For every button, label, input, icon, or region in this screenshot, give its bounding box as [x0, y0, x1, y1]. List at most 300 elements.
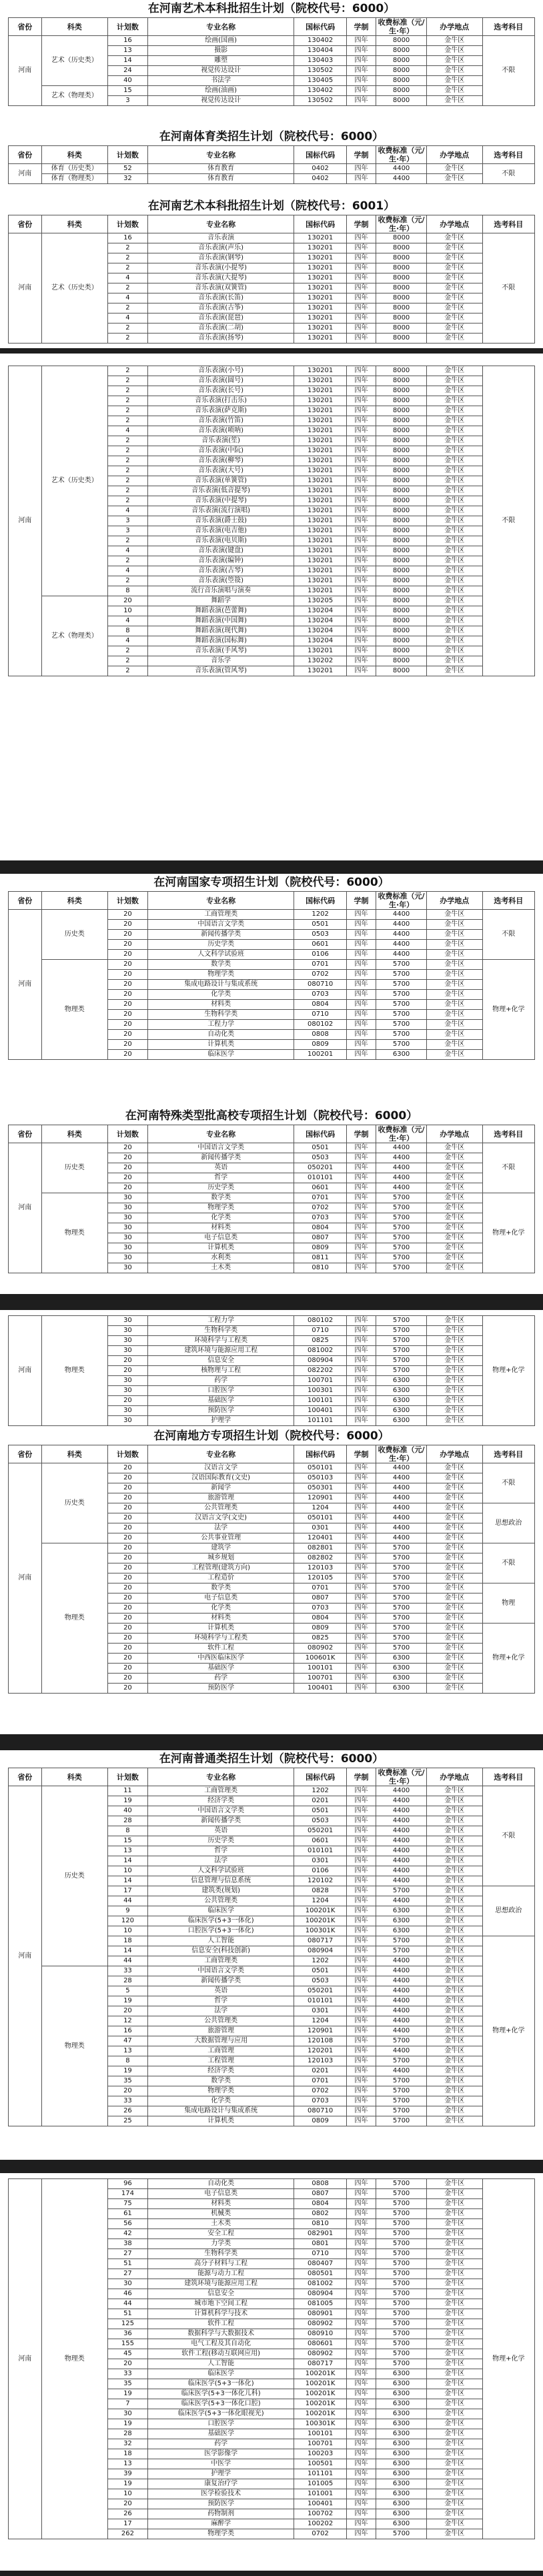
- campus: 金牛区: [426, 2429, 482, 2439]
- plan-count: 2: [107, 486, 147, 496]
- plan-count: 20: [107, 1603, 147, 1614]
- major-code: 100401: [294, 2499, 346, 2509]
- campus: 金牛区: [426, 1203, 482, 1213]
- header-row: [9, 18, 535, 36]
- campus: 金牛区: [426, 2349, 482, 2359]
- duration: 四年: [346, 586, 376, 596]
- major-code: 080102: [294, 1316, 346, 1326]
- duration: 四年: [346, 2509, 376, 2519]
- duration: 四年: [346, 2289, 376, 2299]
- section-special-type-cont: [0, 1310, 543, 1427]
- column-header: 收费标准（元/生·年）: [376, 215, 427, 233]
- campus: 金牛区: [426, 376, 482, 386]
- tuition: 8000: [376, 606, 427, 616]
- campus: 金牛区: [426, 1193, 482, 1203]
- plan-count: 35: [107, 2379, 147, 2389]
- header-row: [9, 1125, 535, 1143]
- column-header: 选考科目: [482, 18, 534, 36]
- major-code: 100701: [294, 1674, 346, 1684]
- tuition: 5700: [376, 2076, 427, 2086]
- plan-count: 8: [107, 586, 147, 596]
- duration: 四年: [346, 2459, 376, 2469]
- major-name: 音乐表演(单簧管): [147, 476, 294, 486]
- campus: 金牛区: [426, 2519, 482, 2529]
- header-row: [9, 892, 535, 910]
- plan-count: 2: [107, 406, 147, 416]
- section-art-6000: [0, 0, 543, 128]
- column-header: 选考科目: [482, 1445, 534, 1463]
- table-row: [9, 1143, 535, 1153]
- duration: 四年: [346, 556, 376, 566]
- campus: 金牛区: [426, 990, 482, 1000]
- plan-count: 4: [107, 293, 147, 303]
- major-name: 音乐表演(唢呐): [147, 426, 294, 436]
- tuition: 5700: [376, 2056, 427, 2066]
- major-code: 0807: [294, 1593, 346, 1603]
- campus: 金牛区: [426, 1936, 482, 1946]
- campus: 金牛区: [426, 1986, 482, 1996]
- major-code: 130201: [294, 386, 346, 396]
- campus: 金牛区: [426, 1603, 482, 1614]
- plan-count: 20: [107, 2086, 147, 2096]
- column-header: 专业名称: [147, 1125, 294, 1143]
- tuition: 4400: [376, 1523, 427, 1533]
- duration: 四年: [346, 566, 376, 576]
- campus: 金牛区: [426, 2379, 482, 2389]
- major-code: 130201: [294, 233, 346, 243]
- major-code: 050201: [294, 1986, 346, 1996]
- major-name: 生物科学类: [147, 1010, 294, 1020]
- tuition: 8000: [376, 496, 427, 506]
- major-code: 100702: [294, 2509, 346, 2519]
- major-code: 080501: [294, 2269, 346, 2279]
- duration: 四年: [346, 656, 376, 666]
- major-code: 130201: [294, 416, 346, 426]
- major-name: 麻醉学: [147, 2519, 294, 2529]
- duration: 四年: [346, 1193, 376, 1203]
- plan-count: 19: [107, 1796, 147, 1806]
- campus: 金牛区: [426, 1786, 482, 1796]
- plan-count: 45: [107, 2349, 147, 2359]
- campus: 金牛区: [426, 1644, 482, 1654]
- duration: 四年: [346, 2379, 376, 2389]
- plan-count: 125: [107, 2319, 147, 2329]
- tuition: 5700: [376, 2229, 427, 2239]
- tuition: 5700: [376, 1040, 427, 1050]
- major-name: 音乐表演(管风琴): [147, 666, 294, 676]
- section-title: 在河南地方专项招生计划（院校代号：6000）: [153, 1429, 390, 1443]
- major-name: 城市地下空间工程: [147, 2299, 294, 2309]
- duration: 四年: [346, 2299, 376, 2309]
- plan-count: 18: [107, 2449, 147, 2459]
- duration: 四年: [346, 1493, 376, 1503]
- major-code: 0301: [294, 1856, 346, 1866]
- duration: 四年: [346, 1183, 376, 1193]
- major-code: 0809: [294, 1040, 346, 1050]
- major-code: 130201: [294, 446, 346, 456]
- campus: 金牛区: [426, 486, 482, 496]
- duration: 四年: [346, 426, 376, 436]
- major-name: 自动化类: [147, 2179, 294, 2189]
- plan-count: 14: [107, 1856, 147, 1866]
- major-name: 音乐表演(箜篌): [147, 576, 294, 586]
- plan-count: 20: [107, 1674, 147, 1684]
- major-code: 100201K: [294, 2369, 346, 2379]
- major-name: 化学类: [147, 1603, 294, 1614]
- major-code: 130405: [294, 76, 346, 86]
- tuition: 5700: [376, 2309, 427, 2319]
- major-code: 0503: [294, 1816, 346, 1826]
- tuition: 4400: [376, 940, 427, 950]
- campus: 金牛区: [426, 386, 482, 396]
- major-name: 舞蹈表演(芭蕾舞): [147, 606, 294, 616]
- major-name: 电子信息类: [147, 1233, 294, 1243]
- campus: 金牛区: [426, 1243, 482, 1253]
- column-header: 办学地点: [426, 18, 482, 36]
- major-code: 130201: [294, 466, 346, 476]
- plan-count: 20: [107, 596, 147, 606]
- major-name: 环境科学与工程类: [147, 1634, 294, 1644]
- campus: 金牛区: [426, 2239, 482, 2249]
- major-name: 音乐表演(电吉他): [147, 526, 294, 536]
- duration: 四年: [346, 263, 376, 273]
- table-row: [9, 1966, 535, 1976]
- duration: 四年: [346, 1356, 376, 1366]
- major-code: 0710: [294, 2249, 346, 2259]
- tuition: 4400: [376, 1513, 427, 1523]
- duration: 四年: [346, 666, 376, 676]
- plan-count: 10: [107, 1866, 147, 1876]
- duration: 四年: [346, 1816, 376, 1826]
- tuition: 4400: [376, 2066, 427, 2076]
- major-name: 音乐表演(笙): [147, 436, 294, 446]
- major-code: 0710: [294, 1010, 346, 1020]
- table-row: [9, 2179, 535, 2189]
- duration: 四年: [346, 1986, 376, 1996]
- tuition: 5700: [376, 2339, 427, 2349]
- major-code: 0501: [294, 920, 346, 930]
- major-code: 130403: [294, 56, 346, 66]
- major-name: 经济学类: [147, 2066, 294, 2076]
- column-header: 办学地点: [426, 1125, 482, 1143]
- tuition: 8000: [376, 596, 427, 606]
- plan-count: 4: [107, 636, 147, 646]
- major-name: 人工智能: [147, 2359, 294, 2369]
- category-cell: 物理类: [41, 1543, 107, 1694]
- plan-count: 2: [107, 334, 147, 344]
- plan-count: 20: [107, 1614, 147, 1624]
- plan-count: 44: [107, 2299, 147, 2309]
- campus: 金牛区: [426, 1030, 482, 1040]
- major-code: 100201K: [294, 2389, 346, 2399]
- duration: 四年: [346, 293, 376, 303]
- campus: 金牛区: [426, 283, 482, 293]
- campus: 金牛区: [426, 324, 482, 334]
- major-name: 旅游管理: [147, 1493, 294, 1503]
- major-name: 新闻学: [147, 1483, 294, 1493]
- campus: 金牛区: [426, 2086, 482, 2096]
- tuition: 4400: [376, 1826, 427, 1836]
- plan-count: 28: [107, 2429, 147, 2439]
- major-name: 音乐表演(键盘): [147, 546, 294, 556]
- campus: 金牛区: [426, 2026, 482, 2036]
- campus: 金牛区: [426, 1406, 482, 1416]
- major-name: 计算机科学与技术: [147, 2309, 294, 2319]
- duration: 四年: [346, 1030, 376, 1040]
- plan-count: 20: [107, 1483, 147, 1493]
- duration: 四年: [346, 2179, 376, 2189]
- tuition: 5700: [376, 1000, 427, 1010]
- major-name: 核物理与工程: [147, 1366, 294, 1376]
- table-row: [9, 960, 535, 970]
- campus: 金牛区: [426, 273, 482, 283]
- major-code: 120901: [294, 2026, 346, 2036]
- tuition: 5700: [376, 2219, 427, 2229]
- major-name: 临床医学(5+3一体化口腔): [147, 2399, 294, 2409]
- plan-count: 20: [107, 1183, 147, 1193]
- column-header: 科类: [41, 1445, 107, 1463]
- major-code: 130201: [294, 243, 346, 253]
- category-cell: 物理类: [41, 1193, 107, 1273]
- plan-count: 20: [107, 1050, 147, 1060]
- duration: 四年: [346, 960, 376, 970]
- tuition: 6300: [376, 2409, 427, 2419]
- campus: 金牛区: [426, 2319, 482, 2329]
- major-code: 0807: [294, 1233, 346, 1243]
- plan-count: 10: [107, 606, 147, 616]
- campus: 金牛区: [426, 1856, 482, 1866]
- page-divider: [0, 1734, 543, 1750]
- duration: 四年: [346, 2006, 376, 2016]
- campus: 金牛区: [426, 1366, 482, 1376]
- plan-table: [8, 1125, 535, 1273]
- major-code: 010101: [294, 1173, 346, 1183]
- plan-count: 20: [107, 2359, 147, 2369]
- plan-count: 51: [107, 2309, 147, 2319]
- duration: 四年: [346, 2439, 376, 2449]
- duration: 四年: [346, 2529, 376, 2539]
- campus: 金牛区: [426, 2389, 482, 2399]
- major-code: 080717: [294, 1936, 346, 1946]
- tuition: 4400: [376, 1856, 427, 1866]
- major-name: 音乐表演(电贝斯): [147, 536, 294, 546]
- column-header: 科类: [41, 1125, 107, 1143]
- duration: 四年: [346, 616, 376, 626]
- campus: 金牛区: [426, 2179, 482, 2189]
- major-code: 100701: [294, 1376, 346, 1386]
- tuition: 5700: [376, 1030, 427, 1040]
- plan-count: 30: [107, 1346, 147, 1356]
- major-name: 物理学类: [147, 2086, 294, 2096]
- column-header: 收费标准（元/生·年）: [376, 892, 427, 910]
- major-code: 130201: [294, 366, 346, 376]
- duration: 四年: [346, 174, 376, 184]
- major-name: 新闻传播学类: [147, 930, 294, 940]
- section-title: 在河南艺术本科批招生计划（院校代号：6000）: [147, 2, 396, 15]
- campus: 金牛区: [426, 940, 482, 950]
- major-name: 环境科学与工程类: [147, 1336, 294, 1346]
- duration: 四年: [346, 2086, 376, 2096]
- duration: 四年: [346, 1946, 376, 1956]
- campus: 金牛区: [426, 2299, 482, 2309]
- major-code: 0703: [294, 990, 346, 1000]
- tuition: 5700: [376, 1020, 427, 1030]
- campus: 金牛区: [426, 1816, 482, 1826]
- plan-count: 46: [107, 2289, 147, 2299]
- section-art-6001: [0, 197, 543, 348]
- major-name: 软件工程(移动互联网应用): [147, 2349, 294, 2359]
- tuition: 6300: [376, 2459, 427, 2469]
- tuition: 8000: [376, 324, 427, 334]
- major-code: 130201: [294, 486, 346, 496]
- tuition: 4400: [376, 1896, 427, 1906]
- tuition: 5700: [376, 1010, 427, 1020]
- duration: 四年: [346, 1503, 376, 1513]
- column-header: 省份: [9, 892, 42, 910]
- tuition: 5700: [376, 2529, 427, 2539]
- campus: 金牛区: [426, 566, 482, 576]
- column-header: 办学地点: [426, 215, 482, 233]
- major-name: 电子信息类: [147, 1593, 294, 1603]
- plan-count: 2: [107, 436, 147, 446]
- header-row: [9, 1768, 535, 1786]
- tuition: 4400: [376, 1173, 427, 1183]
- major-code: 050103: [294, 1473, 346, 1483]
- duration: 四年: [346, 606, 376, 616]
- plan-count: 20: [107, 1503, 147, 1513]
- duration: 四年: [346, 1213, 376, 1223]
- duration: 四年: [346, 2116, 376, 2126]
- major-name: 音乐表演(萨克斯): [147, 406, 294, 416]
- campus: 金牛区: [426, 2329, 482, 2339]
- duration: 四年: [346, 66, 376, 76]
- tuition: 8000: [376, 303, 427, 313]
- campus: 金牛区: [426, 2036, 482, 2046]
- subject-requirement: 思想政治: [482, 1503, 534, 1543]
- duration: 四年: [346, 164, 376, 174]
- duration: 四年: [346, 1664, 376, 1674]
- major-code: 0106: [294, 950, 346, 960]
- duration: 四年: [346, 1906, 376, 1916]
- major-name: 药学: [147, 1674, 294, 1684]
- major-name: 临床医学(5+3一体化儿科): [147, 2389, 294, 2399]
- duration: 四年: [346, 2026, 376, 2036]
- tuition: 8000: [376, 273, 427, 283]
- major-name: 集成电路设计与集成系统: [147, 980, 294, 990]
- duration: 四年: [346, 1583, 376, 1593]
- plan-count: 2: [107, 556, 147, 566]
- campus: 金牛区: [426, 1976, 482, 1986]
- plan-count: 16: [107, 36, 147, 46]
- tuition: 5700: [376, 1366, 427, 1376]
- tuition: 8000: [376, 656, 427, 666]
- plan-count: 30: [107, 1263, 147, 1273]
- campus: 金牛区: [426, 2479, 482, 2489]
- plan-count: 19: [107, 2419, 147, 2429]
- major-name: 工商管理类: [147, 1956, 294, 1966]
- major-code: 0809: [294, 1243, 346, 1253]
- duration: 四年: [346, 46, 376, 56]
- plan-count: 20: [107, 930, 147, 940]
- duration: 四年: [346, 56, 376, 66]
- major-code: 0501: [294, 1806, 346, 1816]
- plan-count: 4: [107, 506, 147, 516]
- plan-count: 10: [107, 1926, 147, 1936]
- plan-count: 26: [107, 2106, 147, 2116]
- tuition: 8000: [376, 626, 427, 636]
- tuition: 4400: [376, 1806, 427, 1816]
- plan-count: 19: [107, 2479, 147, 2489]
- major-name: 音乐表演(钢琴): [147, 253, 294, 263]
- major-name: 安全工程: [147, 2229, 294, 2239]
- duration: 四年: [346, 2239, 376, 2249]
- campus: 金牛区: [426, 1906, 482, 1916]
- plan-count: 20: [107, 940, 147, 950]
- campus: 金牛区: [426, 1996, 482, 2006]
- section-title: 在河南普通类招生计划（院校代号：6000）: [159, 1752, 384, 1766]
- campus: 金牛区: [426, 1796, 482, 1806]
- major-name: 基础医学: [147, 1664, 294, 1674]
- major-code: 0811: [294, 1253, 346, 1263]
- tuition: 4400: [376, 1966, 427, 1976]
- category-cell: 艺术（历史类）: [41, 233, 107, 344]
- campus: 金牛区: [426, 334, 482, 344]
- duration: 四年: [346, 2229, 376, 2239]
- major-code: 0601: [294, 1836, 346, 1846]
- duration: 四年: [346, 1603, 376, 1614]
- tuition: 4400: [376, 1493, 427, 1503]
- column-header: 计划数: [107, 18, 147, 36]
- duration: 四年: [346, 334, 376, 344]
- tuition: 8000: [376, 376, 427, 386]
- plan-count: 20: [107, 1173, 147, 1183]
- major-name: 音乐表演(二胡): [147, 324, 294, 334]
- major-name: 药学: [147, 1376, 294, 1386]
- column-header: 收费标准（元/生·年）: [376, 146, 427, 164]
- tuition: 5700: [376, 2299, 427, 2309]
- campus: 金牛区: [426, 1473, 482, 1483]
- plan-count: 3: [107, 516, 147, 526]
- campus: 金牛区: [426, 526, 482, 536]
- major-code: 0601: [294, 940, 346, 950]
- campus: 金牛区: [426, 1040, 482, 1050]
- major-code: 130201: [294, 516, 346, 526]
- campus: 金牛区: [426, 1253, 482, 1263]
- duration: 四年: [346, 2309, 376, 2319]
- major-name: 计算机类: [147, 2116, 294, 2126]
- column-header: 国标代码: [294, 1445, 346, 1463]
- tuition: 8000: [376, 263, 427, 273]
- campus: 金牛区: [426, 2056, 482, 2066]
- campus: 金牛区: [426, 436, 482, 446]
- column-header: 学制: [346, 215, 376, 233]
- plan-count: 2: [107, 496, 147, 506]
- tuition: 8000: [376, 36, 427, 46]
- campus: 金牛区: [426, 1624, 482, 1634]
- campus: 金牛区: [426, 396, 482, 406]
- major-code: 100701: [294, 2439, 346, 2449]
- campus: 金牛区: [426, 536, 482, 546]
- category-cell: 艺术（物理类）: [41, 596, 107, 676]
- major-code: 0804: [294, 1614, 346, 1624]
- major-name: 生物科学类: [147, 1326, 294, 1336]
- major-code: 130204: [294, 616, 346, 626]
- campus: 金牛区: [426, 2229, 482, 2239]
- duration: 四年: [346, 1654, 376, 1664]
- major-code: 0702: [294, 970, 346, 980]
- major-code: 130205: [294, 596, 346, 606]
- plan-count: 2: [107, 243, 147, 253]
